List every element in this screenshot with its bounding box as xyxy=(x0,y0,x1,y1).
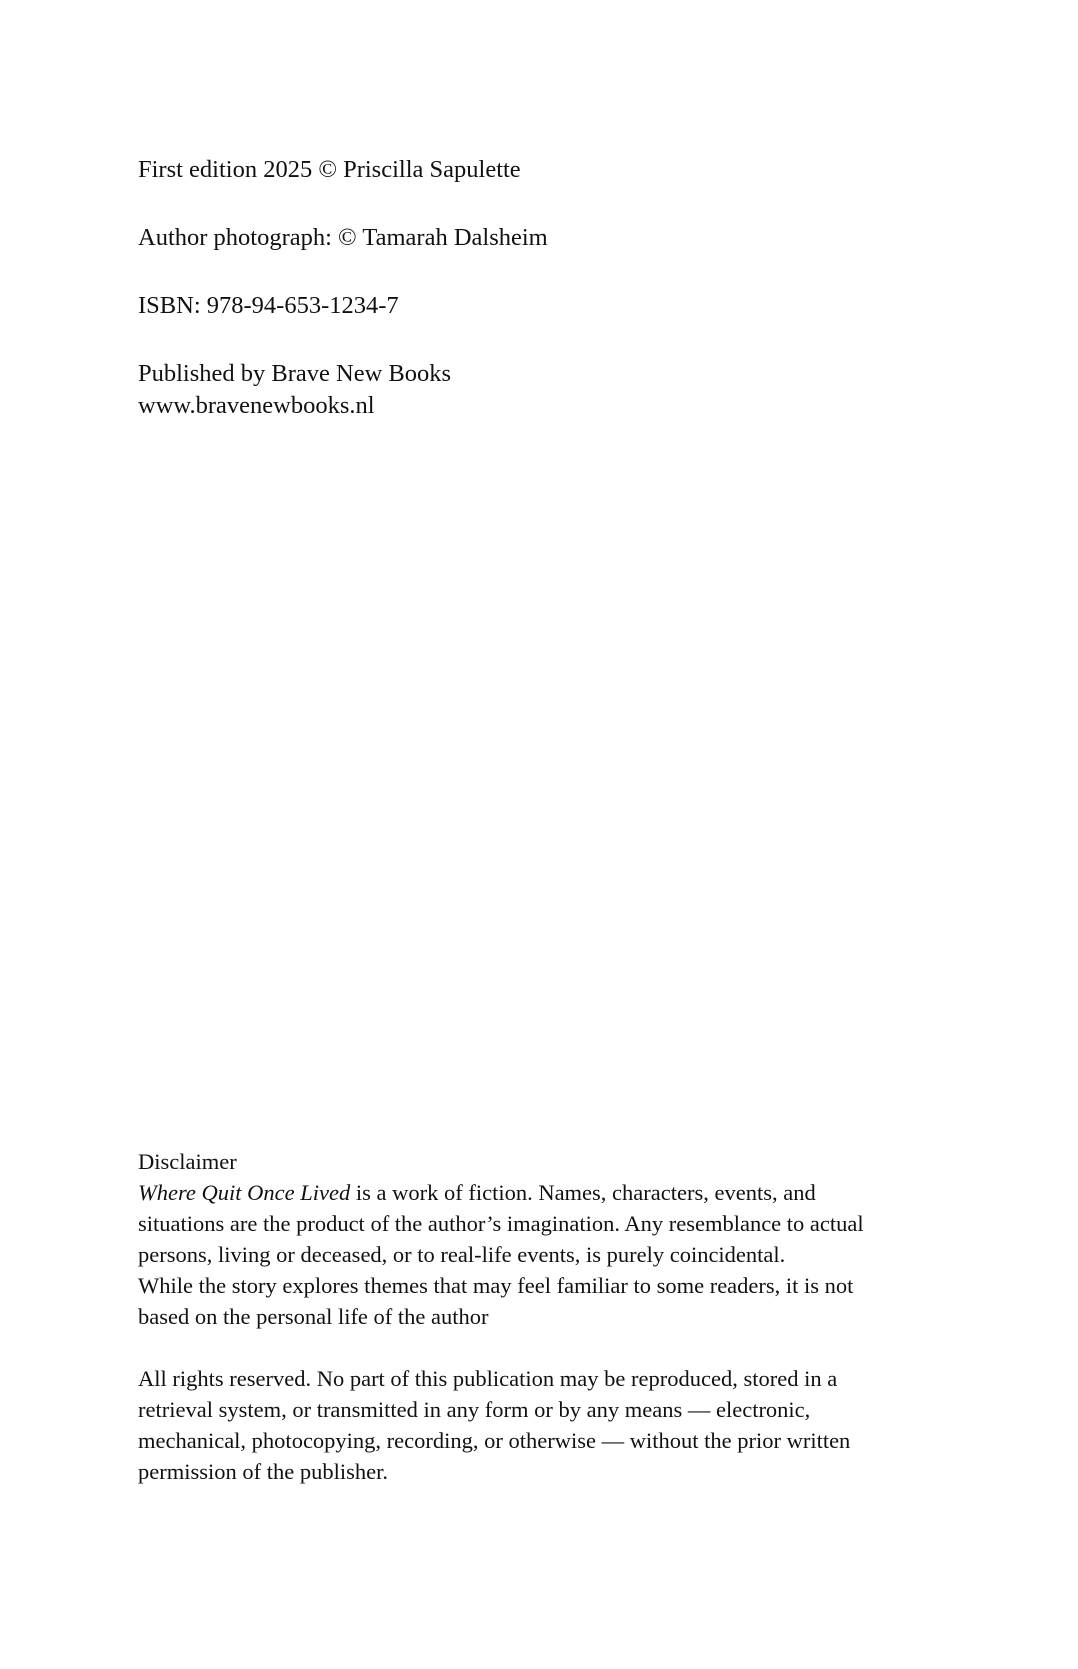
edition-line: First edition 2025 © Priscilla Sapulette xyxy=(138,156,521,183)
rights-line: permission of the publisher. xyxy=(138,1459,388,1484)
disclaimer-line: based on the personal life of the author xyxy=(138,1304,489,1329)
disclaimer-line: situations are the product of the author’s imagination. Any resemblance to actual xyxy=(138,1211,864,1236)
disclaimer-line: While the story explores themes that may feel familiar to some readers, it is not xyxy=(138,1273,854,1298)
rights-section xyxy=(138,1363,958,1487)
photo-credit-line: Author photograph: © Tamarah Dalsheim xyxy=(138,224,548,251)
disclaimer-heading: Disclaimer xyxy=(138,1149,237,1174)
rights-line: mechanical, photocopying, recording, or otherwise — without the prior written xyxy=(138,1428,851,1453)
disclaimer-line-rest: is a work of fiction. Names, characters, events, and xyxy=(350,1180,816,1205)
publisher-website: www.bravenewbooks.nl xyxy=(138,392,375,419)
rights-line: retrieval system, or transmitted in any form or by any means — electronic, xyxy=(138,1397,811,1422)
publisher-line: Published by Brave New Books xyxy=(138,360,452,387)
disclaimer-section xyxy=(138,1146,958,1332)
isbn-line: ISBN: 978-94-653-1234-7 xyxy=(138,292,399,319)
disclaimer-line: persons, living or deceased, or to real-life events, is purely coincidental. xyxy=(138,1242,786,1267)
disclaimer-line xyxy=(138,1177,958,1208)
rights-line: All rights reserved. No part of this publication may be reproduced, stored in a xyxy=(138,1366,838,1391)
book-title: Where Quit Once Lived xyxy=(138,1180,351,1205)
